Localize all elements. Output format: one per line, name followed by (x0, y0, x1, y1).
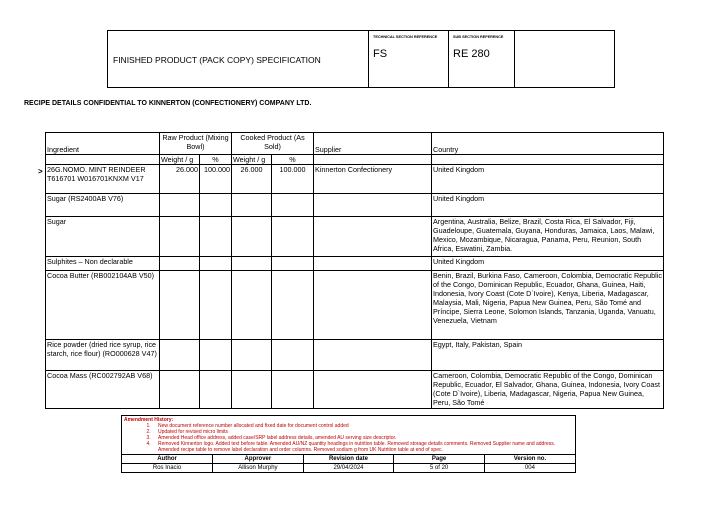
header-country: Country (432, 133, 664, 155)
table-row (46, 165, 664, 194)
cooked-percent-cell (272, 217, 314, 257)
footer-approver-label: Approver (213, 455, 304, 464)
header-supplier: Supplier (314, 133, 432, 155)
footer-approver-value: Allison Murphy (213, 464, 304, 473)
document-title: FINISHED PRODUCT (PACK COPY) SPECIFICATION (113, 55, 321, 65)
raw-percent-cell (200, 217, 232, 257)
subheader-blank (432, 155, 664, 165)
supplier-cell (314, 371, 432, 409)
footer-version-value: 004 (484, 464, 575, 473)
cooked-percent-cell (272, 194, 314, 217)
raw-weight-cell (160, 194, 200, 217)
raw-percent-cell (200, 371, 232, 409)
raw-weight-cell (160, 257, 200, 271)
table-row (46, 217, 664, 257)
raw-weight-cell (160, 217, 200, 257)
header-cooked-product: Cooked Product (As Sold) (232, 133, 314, 155)
cooked-weight-cell (232, 194, 272, 217)
footer-page-value: 5 of 20 (394, 464, 485, 473)
raw-weight-cell (160, 371, 200, 409)
footer-revision-date-value: 29/04/2024 (303, 464, 394, 473)
table-row (46, 194, 664, 217)
table-row (46, 257, 664, 271)
cooked-percent-cell: 100.000 (272, 165, 314, 194)
country-cell: Argentina, Australia, Belize, Brazil, Costa Rica, El Salvador, Fiji, Guadeloupe, Guatemala, Guyana, Honduras, Jamaica, Laos, Malawi, Mexico, Mozambique, Nicaragua, Panama, Peru, Reunion, South Africa, Eswatini, Zambia. (432, 217, 664, 257)
raw-percent-cell (200, 257, 232, 271)
cooked-percent-cell (272, 257, 314, 271)
table-row (46, 340, 664, 371)
amendment-item: 4. Removed Kinnerton logo. Added text before table. Amended AU/NZ quantity headings in nutrition table. Removed storage details comments. Removed Supplier name and address. Amended recipe table to remove label declaration and order columns. Removed sodium g from UK Nutrition table at end of spec. (152, 441, 571, 453)
blank-ref-cell (514, 31, 615, 87)
technical-ref-cell (368, 31, 448, 87)
table-header-row (46, 133, 664, 155)
ingredient-cell: Cocoa Butter (RB002104AB V50) (46, 271, 160, 340)
footer-header-row (122, 455, 575, 464)
footer-version-label: Version no. (484, 455, 575, 464)
footer-revision-date-label: Revision date (303, 455, 394, 464)
header-ingredient: Ingredient (46, 133, 160, 155)
supplier-cell (314, 194, 432, 217)
ingredient-cell: Rice powder (dried rice syrup, rice starch, rice flour) (RO000628 V47) (46, 340, 160, 371)
technical-ref-label: TECHNICAL SECTION REFERENCE (373, 35, 438, 39)
amendment-item: 1. New document reference number allocated and fixed date for document control added (152, 423, 571, 429)
specification-header (107, 30, 615, 88)
ingredient-cell: Cocoa Mass (RC002792AB V68) (46, 371, 160, 409)
confidential-notice: RECIPE DETAILS CONFIDENTIAL TO KINNERTON (CONFECTIONERY) COMPANY LTD. (24, 100, 312, 107)
amendment-item: 2. Updated for revised micro limits (152, 429, 571, 435)
footer-author-value: Ros Inacio (122, 464, 213, 473)
cooked-weight-cell (232, 371, 272, 409)
sub-ref-cell (448, 31, 514, 87)
sub-ref-value: RE 280 (453, 48, 490, 60)
raw-percent-cell (200, 194, 232, 217)
amendment-list (122, 423, 575, 454)
ingredient-cell: 26G.NOMO. MINT REINDEER T616701 W016701KNXM V17 (46, 165, 160, 194)
ingredient-cell: Sugar (RS2400AB V76) (46, 194, 160, 217)
cooked-weight-cell (232, 271, 272, 340)
cooked-weight-cell (232, 217, 272, 257)
raw-percent-cell: 100.000 (200, 165, 232, 194)
ingredient-cell: Sugar (46, 217, 160, 257)
table-row (46, 271, 664, 340)
country-cell: Benin, Brazil, Burkina Faso, Cameroon, Colombia, Democratic Republic of the Congo, Dominican Republic, Ecuador, Ghana, Guinea, Haiti, Indonesia, Ivory Coast (Cote D`Ivoire), Kenya, Liberia, Madagascar, Malaysia, Mali, Nigeria, Papua New Guinea, Peru, São Tomé and Príncipe, Sierra Leone, Solomon Islands, Tanzania, Uganda, Vanuatu, Venezuela, Vietnam (432, 271, 664, 340)
amendment-item: 3. Amended Head office address, added case/SRP label address details, amended AU serving size descriptor. (152, 435, 571, 441)
country-cell: United Kingdom (432, 257, 664, 271)
sub-ref-label: SUB SECTION REFERENCE (453, 35, 504, 39)
raw-weight-cell: 26.000 (160, 165, 200, 194)
document-control-table (122, 454, 575, 472)
footer-author-label: Author (122, 455, 213, 464)
amendment-history (121, 415, 576, 473)
footer-value-row (122, 464, 575, 473)
table-row (46, 371, 664, 409)
cooked-weight-cell: 26.000 (232, 165, 272, 194)
country-cell: United Kingdom (432, 165, 664, 194)
country-cell: United Kingdom (432, 194, 664, 217)
cooked-percent-cell (272, 340, 314, 371)
recipe-table (45, 132, 664, 409)
subheader-blank (46, 155, 160, 165)
supplier-cell (314, 271, 432, 340)
subheader-cooked-weight: Weight / g (232, 155, 272, 165)
technical-ref-value: FS (373, 48, 388, 60)
cooked-percent-cell (272, 371, 314, 409)
raw-weight-cell (160, 271, 200, 340)
raw-percent-cell (200, 271, 232, 340)
ingredient-cell: Sulphites – Non declarable (46, 257, 160, 271)
current-row-marker: > (38, 167, 43, 176)
supplier-cell (314, 257, 432, 271)
cooked-weight-cell (232, 257, 272, 271)
subheader-blank (314, 155, 432, 165)
supplier-cell: Kinnerton Confectionery (314, 165, 432, 194)
cooked-weight-cell (232, 340, 272, 371)
subheader-raw-weight: Weight / g (160, 155, 200, 165)
subheader-raw-percent: % (200, 155, 232, 165)
header-raw-product: Raw Product (Mixing Bowl) (160, 133, 232, 155)
supplier-cell (314, 217, 432, 257)
footer-page-label: Page (394, 455, 485, 464)
subheader-cooked-percent: % (272, 155, 314, 165)
cooked-percent-cell (272, 271, 314, 340)
table-subheader-row (46, 155, 664, 165)
amendment-heading: Amendment History: (124, 417, 174, 423)
supplier-cell (314, 340, 432, 371)
country-cell: Cameroon, Colombia, Democratic Republic of the Congo, Dominican Republic, Ecuador, El Salvador, Ghana, Guinea, Indonesia, Ivory Coast (Cote D`Ivoire), Liberia, Madagascar, Nigeria, Papua New Guinea, Peru, São Tomé (432, 371, 664, 409)
raw-percent-cell (200, 340, 232, 371)
raw-weight-cell (160, 340, 200, 371)
country-cell: Egypt, Italy, Pakistan, Spain (432, 340, 664, 371)
